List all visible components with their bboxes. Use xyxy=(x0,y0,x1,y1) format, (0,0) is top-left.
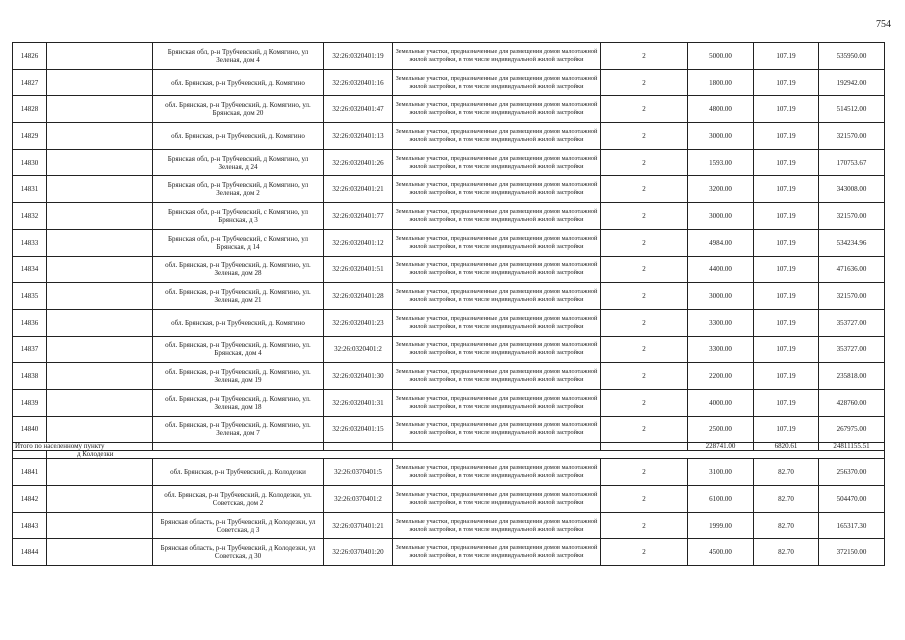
table-row xyxy=(13,459,885,486)
table-row xyxy=(13,283,885,310)
address-cell: обл. Брянская, р-н Трубчевский, д. Комягино xyxy=(153,69,324,96)
row-id-cell: 14844 xyxy=(13,539,47,566)
table-row xyxy=(13,363,885,390)
table-total xyxy=(13,443,885,459)
permitted-use-cell: Земельные участки, предназначенные для размещения домов малоэтажной жилой застройки, в том числе индивидуальной жилой застройки xyxy=(393,512,601,539)
land-register-table xyxy=(12,42,885,566)
row-id-cell: 14827 xyxy=(13,69,47,96)
area-cell: 1593.00 xyxy=(688,149,754,176)
specific-value-cell: 107.19 xyxy=(754,69,819,96)
cadastral-value-cell: 471636.00 xyxy=(819,256,885,283)
area-cell: 4984.00 xyxy=(688,229,754,256)
cadastral-value-cell: 534234.96 xyxy=(819,229,885,256)
address-cell: обл. Брянская, р-н Трубчевский, д. Комягино xyxy=(153,123,324,150)
blank-cell xyxy=(47,283,153,310)
address-cell: Брянская обл, р-н Трубчевский, с Комягино, ул Брянская, д 3 xyxy=(153,203,324,230)
table-row xyxy=(13,149,885,176)
cadastral-value-cell: 353727.00 xyxy=(819,336,885,363)
cadastral-number-cell: 32:26:0320401:2 xyxy=(324,336,393,363)
permitted-use-cell: Земельные участки, предназначенные для размещения домов малоэтажной жилой застройки, в том числе индивидуальной жилой застройки xyxy=(393,336,601,363)
table-row xyxy=(13,69,885,96)
cadastral-number-cell: 32:26:0320401:12 xyxy=(324,229,393,256)
cadastral-value-cell: 321570.00 xyxy=(819,123,885,150)
total-row xyxy=(13,443,885,451)
area-cell: 3300.00 xyxy=(688,336,754,363)
category-cell: 2 xyxy=(601,512,688,539)
cadastral-number-cell: 32:26:0320401:30 xyxy=(324,363,393,390)
permitted-use-cell: Земельные участки, предназначенные для размещения домов малоэтажной жилой застройки, в том числе индивидуальной жилой застройки xyxy=(393,43,601,70)
permitted-use-cell: Земельные участки, предназначенные для размещения домов малоэтажной жилой застройки, в том числе индивидуальной жилой застройки xyxy=(393,256,601,283)
address-cell: обл. Брянская, р-н Трубчевский, д. Колодезки, ул. Советская, дом 2 xyxy=(153,486,324,513)
cadastral-number-cell: 32:26:0320401:47 xyxy=(324,96,393,123)
blank-cell xyxy=(47,389,153,416)
table-row xyxy=(13,486,885,513)
category-cell: 2 xyxy=(601,96,688,123)
table-row xyxy=(13,336,885,363)
permitted-use-cell: Земельные участки, предназначенные для размещения домов малоэтажной жилой застройки, в том числе индивидуальной жилой застройки xyxy=(393,389,601,416)
row-id-cell: 14842 xyxy=(13,486,47,513)
blank-cell xyxy=(47,539,153,566)
specific-value-cell: 107.19 xyxy=(754,416,819,443)
cadastral-number-cell: 32:26:0370401:20 xyxy=(324,539,393,566)
address-cell: Брянская обл, р-н Трубчевский, д Комягино, ул Зеленая, д 24 xyxy=(153,149,324,176)
permitted-use-cell: Земельные участки, предназначенные для размещения домов малоэтажной жилой застройки, в том числе индивидуальной жилой застройки xyxy=(393,539,601,566)
permitted-use-cell: Земельные участки, предназначенные для размещения домов малоэтажной жилой застройки, в том числе индивидуальной жилой застройки xyxy=(393,283,601,310)
category-cell: 2 xyxy=(601,256,688,283)
address-cell: обл. Брянская, р-н Трубчевский, д. Комягино, ул. Зеленая, дом 19 xyxy=(153,363,324,390)
total-label: Итого по населенному пункту xyxy=(13,443,153,451)
cadastral-number-cell: 32:26:0370401:21 xyxy=(324,512,393,539)
cadastral-value-cell: 192942.00 xyxy=(819,69,885,96)
cadastral-number-cell: 32:26:0320401:51 xyxy=(324,256,393,283)
row-id-cell: 14838 xyxy=(13,363,47,390)
cadastral-number-cell: 32:26:0320401:23 xyxy=(324,309,393,336)
specific-value-cell: 107.19 xyxy=(754,229,819,256)
specific-value-cell: 107.19 xyxy=(754,283,819,310)
blank-cell xyxy=(47,123,153,150)
row-id-cell: 14837 xyxy=(13,336,47,363)
permitted-use-cell: Земельные участки, предназначенные для размещения домов малоэтажной жилой застройки, в том числе индивидуальной жилой застройки xyxy=(393,203,601,230)
specific-value-cell: 107.19 xyxy=(754,96,819,123)
table-row xyxy=(13,256,885,283)
specific-value-cell: 107.19 xyxy=(754,309,819,336)
table-row xyxy=(13,539,885,566)
permitted-use-cell: Земельные участки, предназначенные для размещения домов малоэтажной жилой застройки, в том числе индивидуальной жилой застройки xyxy=(393,229,601,256)
table-row xyxy=(13,123,885,150)
blank-cell xyxy=(47,43,153,70)
blank-cell xyxy=(47,309,153,336)
row-id-cell: 14835 xyxy=(13,283,47,310)
category-cell: 2 xyxy=(601,363,688,390)
area-cell: 5000.00 xyxy=(688,43,754,70)
cadastral-number-cell: 32:26:0320401:16 xyxy=(324,69,393,96)
row-id-cell: 14830 xyxy=(13,149,47,176)
category-cell: 2 xyxy=(601,123,688,150)
area-cell: 3000.00 xyxy=(688,203,754,230)
address-cell: обл. Брянская, р-н Трубчевский, д. Комягино xyxy=(153,309,324,336)
blank-cell xyxy=(47,176,153,203)
permitted-use-cell: Земельные участки, предназначенные для размещения домов малоэтажной жилой застройки, в том числе индивидуальной жилой застройки xyxy=(393,69,601,96)
permitted-use-cell: Земельные участки, предназначенные для размещения домов малоэтажной жилой застройки, в том числе индивидуальной жилой застройки xyxy=(393,363,601,390)
category-cell: 2 xyxy=(601,539,688,566)
table-row xyxy=(13,229,885,256)
blank-cell xyxy=(47,149,153,176)
category-cell: 2 xyxy=(601,43,688,70)
cadastral-number-cell: 32:26:0370401:5 xyxy=(324,459,393,486)
address-cell: обл. Брянская, р-н Трубчевский, д. Комягино, ул. Зеленая, дом 18 xyxy=(153,389,324,416)
row-id-cell: 14836 xyxy=(13,309,47,336)
cadastral-number-cell: 32:26:0320401:28 xyxy=(324,283,393,310)
address-cell: обл. Брянская, р-н Трубчевский, д. Комягино, ул. Зеленая, дом 28 xyxy=(153,256,324,283)
cadastral-number-cell: 32:26:0320401:31 xyxy=(324,389,393,416)
specific-value-cell: 82.70 xyxy=(754,486,819,513)
cadastral-value-cell: 343008.00 xyxy=(819,176,885,203)
address-cell: обл. Брянская, р-н Трубчевский, д. Комягино, ул. Брянская, дом 20 xyxy=(153,96,324,123)
category-cell: 2 xyxy=(601,149,688,176)
address-cell: обл. Брянская, р-н Трубчевский, д. Комягино, ул. Зеленая, дом 21 xyxy=(153,283,324,310)
specific-value-cell: 107.19 xyxy=(754,256,819,283)
cadastral-value-cell: 353727.00 xyxy=(819,309,885,336)
address-cell: Брянская область, р-н Трубчевский, д Колодезки, ул Советская, д 30 xyxy=(153,539,324,566)
permitted-use-cell: Земельные участки, предназначенные для размещения домов малоэтажной жилой застройки, в том числе индивидуальной жилой застройки xyxy=(393,123,601,150)
area-cell: 6100.00 xyxy=(688,486,754,513)
row-id-cell: 14828 xyxy=(13,96,47,123)
address-cell: Брянская область, р-н Трубчевский, д Колодезки, ул Советская, д 3 xyxy=(153,512,324,539)
row-id-cell: 14843 xyxy=(13,512,47,539)
blank-cell xyxy=(47,69,153,96)
area-cell: 3000.00 xyxy=(688,283,754,310)
category-cell: 2 xyxy=(601,229,688,256)
specific-value-cell: 82.70 xyxy=(754,512,819,539)
address-cell: Брянская обл, р-н Трубчевский, д Комягино, ул Зеленая, дом 2 xyxy=(153,176,324,203)
row-id-cell: 14839 xyxy=(13,389,47,416)
table-row xyxy=(13,96,885,123)
blank-cell xyxy=(47,203,153,230)
row-id-cell: 14831 xyxy=(13,176,47,203)
total-value: 24811155.51 xyxy=(819,443,885,451)
subsection-title: д Колодезки xyxy=(47,451,885,459)
category-cell: 2 xyxy=(601,176,688,203)
row-id-cell: 14841 xyxy=(13,459,47,486)
area-cell: 3000.00 xyxy=(688,123,754,150)
row-id-cell: 14840 xyxy=(13,416,47,443)
cadastral-number-cell: 32:26:0320401:77 xyxy=(324,203,393,230)
cadastral-number-cell: 32:26:0320401:15 xyxy=(324,416,393,443)
area-cell: 4000.00 xyxy=(688,389,754,416)
area-cell: 4500.00 xyxy=(688,539,754,566)
area-cell: 3300.00 xyxy=(688,309,754,336)
area-cell: 3100.00 xyxy=(688,459,754,486)
specific-value-cell: 107.19 xyxy=(754,43,819,70)
category-cell: 2 xyxy=(601,336,688,363)
specific-value-cell: 107.19 xyxy=(754,203,819,230)
category-cell: 2 xyxy=(601,459,688,486)
cadastral-value-cell: 504470.00 xyxy=(819,486,885,513)
cadastral-number-cell: 32:26:0370401:2 xyxy=(324,486,393,513)
blank-cell xyxy=(47,459,153,486)
cadastral-number-cell: 32:26:0320401:26 xyxy=(324,149,393,176)
blank-cell xyxy=(47,512,153,539)
address-cell: обл. Брянская, р-н Трубчевский, д. Колодезки xyxy=(153,459,324,486)
area-cell: 3200.00 xyxy=(688,176,754,203)
area-cell: 1800.00 xyxy=(688,69,754,96)
specific-value-cell: 107.19 xyxy=(754,336,819,363)
cadastral-value-cell: 428760.00 xyxy=(819,389,885,416)
area-cell: 4800.00 xyxy=(688,96,754,123)
cadastral-value-cell: 321570.00 xyxy=(819,283,885,310)
area-cell: 4400.00 xyxy=(688,256,754,283)
blank-cell xyxy=(47,96,153,123)
table-row xyxy=(13,309,885,336)
address-cell: Брянская обл, р-н Трубчевский, с Комягино, ул Брянская, д 14 xyxy=(153,229,324,256)
permitted-use-cell: Земельные участки, предназначенные для размещения домов малоэтажной жилой застройки, в том числе индивидуальной жилой застройки xyxy=(393,149,601,176)
total-area: 228741.00 xyxy=(688,443,754,451)
table-row xyxy=(13,416,885,443)
table-row xyxy=(13,512,885,539)
cadastral-value-cell: 321570.00 xyxy=(819,203,885,230)
specific-value-cell: 107.19 xyxy=(754,176,819,203)
cadastral-value-cell: 170753.67 xyxy=(819,149,885,176)
address-cell: Брянская обл, р-н Трубчевский, д Комягино, ул Зеленая, дом 4 xyxy=(153,43,324,70)
category-cell: 2 xyxy=(601,389,688,416)
address-cell: обл. Брянская, р-н Трубчевский, д. Комягино, ул. Брянская, дом 4 xyxy=(153,336,324,363)
category-cell: 2 xyxy=(601,69,688,96)
blank-cell xyxy=(47,416,153,443)
row-id-cell: 14826 xyxy=(13,43,47,70)
area-cell: 1999.00 xyxy=(688,512,754,539)
specific-value-cell: 107.19 xyxy=(754,123,819,150)
area-cell: 2500.00 xyxy=(688,416,754,443)
cadastral-value-cell: 372150.00 xyxy=(819,539,885,566)
cadastral-number-cell: 32:26:0320401:19 xyxy=(324,43,393,70)
table-row xyxy=(13,389,885,416)
row-id-cell: 14833 xyxy=(13,229,47,256)
row-id-cell: 14829 xyxy=(13,123,47,150)
permitted-use-cell: Земельные участки, предназначенные для размещения домов малоэтажной жилой застройки, в том числе индивидуальной жилой застройки xyxy=(393,96,601,123)
cadastral-value-cell: 535950.00 xyxy=(819,43,885,70)
category-cell: 2 xyxy=(601,283,688,310)
blank-cell xyxy=(47,256,153,283)
row-id-cell: 14832 xyxy=(13,203,47,230)
cadastral-value-cell: 256370.00 xyxy=(819,459,885,486)
permitted-use-cell: Земельные участки, предназначенные для размещения домов малоэтажной жилой застройки, в том числе индивидуальной жилой застройки xyxy=(393,176,601,203)
category-cell: 2 xyxy=(601,309,688,336)
category-cell: 2 xyxy=(601,486,688,513)
cadastral-value-cell: 514512.00 xyxy=(819,96,885,123)
specific-value-cell: 107.19 xyxy=(754,363,819,390)
area-cell: 2200.00 xyxy=(688,363,754,390)
category-cell: 2 xyxy=(601,416,688,443)
cadastral-value-cell: 165317.30 xyxy=(819,512,885,539)
row-id-cell: 14834 xyxy=(13,256,47,283)
subsection-row xyxy=(13,451,885,459)
blank-cell xyxy=(47,363,153,390)
category-cell: 2 xyxy=(601,203,688,230)
table-row xyxy=(13,43,885,70)
permitted-use-cell: Земельные участки, предназначенные для размещения домов малоэтажной жилой застройки, в том числе индивидуальной жилой застройки xyxy=(393,309,601,336)
permitted-use-cell: Земельные участки, предназначенные для размещения домов малоэтажной жилой застройки, в том числе индивидуальной жилой застройки xyxy=(393,459,601,486)
blank-cell xyxy=(47,486,153,513)
specific-value-cell: 107.19 xyxy=(754,389,819,416)
page-number: 754 xyxy=(876,19,891,30)
cadastral-number-cell: 32:26:0320401:21 xyxy=(324,176,393,203)
specific-value-cell: 107.19 xyxy=(754,149,819,176)
table-row xyxy=(13,203,885,230)
blank-cell xyxy=(47,229,153,256)
permitted-use-cell: Земельные участки, предназначенные для размещения домов малоэтажной жилой застройки, в том числе индивидуальной жилой застройки xyxy=(393,416,601,443)
table-body-komyagino xyxy=(13,43,885,443)
total-rate: 6820.61 xyxy=(754,443,819,451)
blank-cell xyxy=(47,336,153,363)
table-row xyxy=(13,176,885,203)
address-cell: обл. Брянская, р-н Трубчевский, д. Комягино, ул. Зеленая, дом 7 xyxy=(153,416,324,443)
specific-value-cell: 82.70 xyxy=(754,459,819,486)
cadastral-value-cell: 267975.00 xyxy=(819,416,885,443)
cadastral-value-cell: 235818.00 xyxy=(819,363,885,390)
cadastral-number-cell: 32:26:0320401:13 xyxy=(324,123,393,150)
specific-value-cell: 82.70 xyxy=(754,539,819,566)
permitted-use-cell: Земельные участки, предназначенные для размещения домов малоэтажной жилой застройки, в том числе индивидуальной жилой застройки xyxy=(393,486,601,513)
table-body-kolodezki xyxy=(13,459,885,566)
